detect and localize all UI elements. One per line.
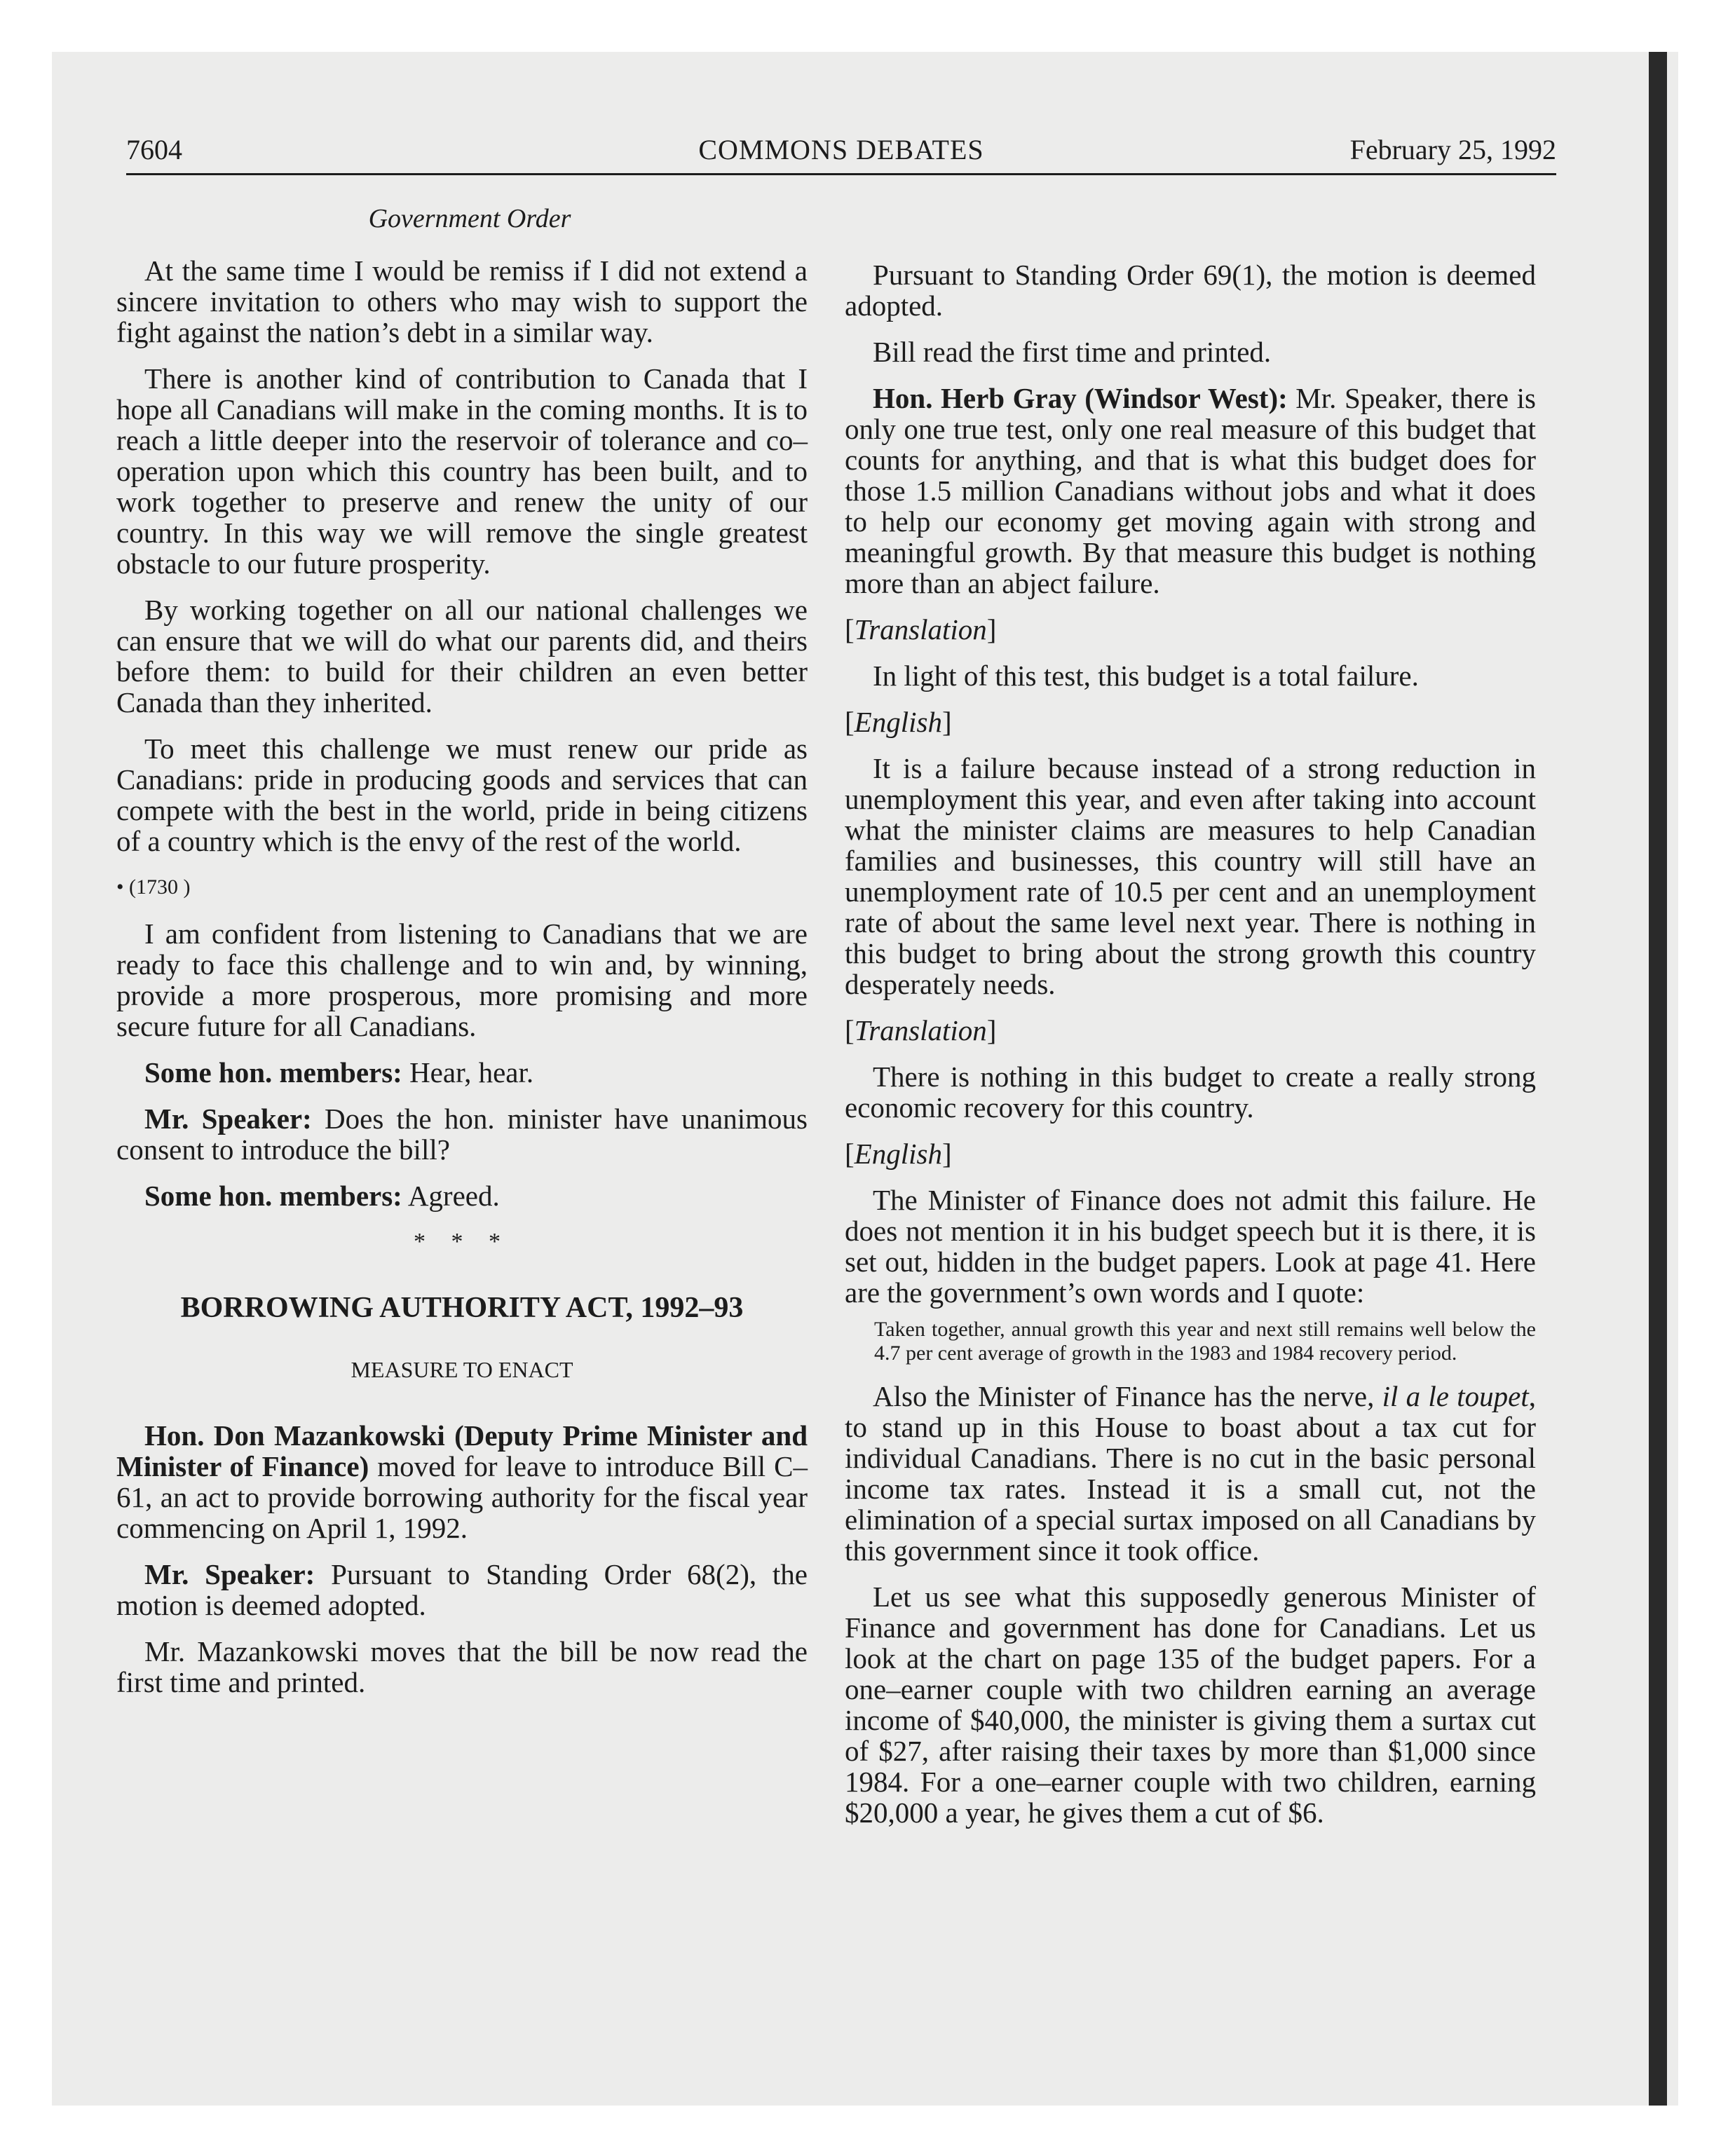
paragraph: There is nothing in this budget to create a really strong economic recovery for this country. (845, 1060, 1536, 1124)
speech (845, 383, 1536, 599)
speaker-name: Some hon. members: (144, 1056, 402, 1089)
right-column (845, 259, 1536, 1843)
header-rule (126, 173, 1556, 175)
speaker-name: Some hon. members: (144, 1180, 402, 1212)
speech-text: Pursuant to Standing Order 68(2), the motion is deemed adopted. (116, 1558, 808, 1621)
speaker-name: Hon. Herb Gray (Windsor West): (873, 382, 1288, 414)
french-phrase: il a le toupet (1382, 1380, 1529, 1412)
speech (116, 1559, 808, 1621)
bill-headline: BORROWING AUTHORITY ACT, 1992–93 (180, 1292, 744, 1324)
page-date: February 25, 1992 (1349, 134, 1556, 165)
left-column (116, 255, 808, 1713)
page-header (126, 133, 1556, 175)
paragraph: It is a failure because instead of a strong reduction in unemployment this year, and even after taking into account what the minister claims are measures to help Canadian families and businesses, this country will still have an unemployment rate of 10.5 per cent and an unemployment rate of about the same level next year. There is nothing in this budget to bring about the strong growth this country desperately needs. (845, 752, 1536, 1000)
bill-subhead: MEASURE TO ENACT (351, 1357, 573, 1382)
paragraph: Let us see what this supposedly generous Minister of Finance and government has done for Canadians. Let us look at the chart on page 135 of the budget papers. For a one–earner couple with two children earning an average income of $40,000, the minister is giving them a surtax cut of $27, after raising their taxes by more than $1,000 since 1984. For a one–earner couple with two children, earning $20,000 a year, he gives them a cut of $6. (845, 1581, 1536, 1829)
paragraph: I am confident from listening to Canadians that we are ready to face this challenge and to win and, by winning, provide a more prosperous, more promising and more secure future for all Canadians. (116, 917, 808, 1042)
paragraph: Mr. Mazankowski moves that the bill be now read the first time and printed. (116, 1635, 808, 1698)
page-number: 7604 (126, 134, 182, 165)
paragraph: Also the Minister of Finance has the nerve, il a le toupet, to stand up in this House to boast about a tax cut for individual Canadians. There is no cut in the basic personal income tax rates. Instead it is a small cut, not the elimination of a special surtax imposed on all Canadians by this government since it took office. (845, 1380, 1536, 1567)
speech (116, 1180, 808, 1211)
speech-text: Hear, hear. (402, 1056, 534, 1089)
binding-edge (1649, 52, 1667, 2106)
section-label: Government Order (368, 204, 571, 233)
section-separator: * * * (414, 1229, 510, 1255)
paragraph: The Minister of Finance does not admit this failure. He does not mention it in his budget speech but it is there, it is set out, hidden in the budget papers. Look at page 41. Here are the government’s own words and I quote: (845, 1184, 1536, 1309)
speech-text: moved for leave to introduce Bill C–61, an act to provide borrowing authority for the fiscal year commencing on April 1, 1992. (116, 1450, 808, 1544)
language-tag: [Translation] (845, 1014, 997, 1046)
language-tag: [English] (845, 1138, 952, 1170)
speech-text: Does the hon. minister have unanimous consent to introduce the bill? (116, 1103, 808, 1166)
paragraph: In light of this test, this budget is a total failure. (873, 660, 1419, 692)
speaker-name: Mr. Speaker: (144, 1558, 315, 1590)
time-marker: • (1730 ) (116, 875, 191, 899)
speech (116, 1057, 808, 1088)
paragraph: At the same time I would be remiss if I did not extend a sincere invitation to others who may wish to support the fight against the nation’s debt in a similar way. (116, 254, 808, 348)
speech-text: Mr. Speaker, there is only one true test, only one real measure of this budget that counts for anything, and that is what this budget does for those 1.5 million Canadians without jobs and what it does to help our economy get moving again with strong and meaningful growth. By that measure this budget is nothing more than an abject failure. (845, 382, 1536, 599)
speech (116, 1420, 808, 1543)
language-tag: [English] (845, 706, 952, 738)
speech (116, 1103, 808, 1165)
paragraph: By working together on all our national challenges we can ensure that we will do what our parents did, and theirs before them: to build for their children an even better Canada than they inherited. (116, 594, 808, 718)
speaker-name: Mr. Speaker: (144, 1103, 312, 1135)
publication-title: COMMONS DEBATES (698, 134, 984, 165)
paragraph: Pursuant to Standing Order 69(1), the motion is deemed adopted. (845, 259, 1536, 322)
paragraph: Bill read the first time and printed. (873, 336, 1272, 368)
speaker-name: Hon. Don Mazankowski (Deputy Prime Minister and Minister of Finance) (116, 1419, 808, 1482)
block-quote: Taken together, annual growth this year and next still remains well below the 4.7 per cent average of growth in the 1983 and 1984 recovery period. (874, 1318, 1536, 1365)
paragraph: There is another kind of contribution to Canada that I hope all Canadians will make in the coming months. It is to reach a little deeper into the reservoir of tolerance and co–operation upon which this country has been built, and to work together to preserve and renew the unity of our country. In this way we will remove the single greatest obstacle to our future prosperity. (116, 362, 808, 580)
language-tag: [Translation] (845, 613, 997, 646)
speech-text: Agreed. (402, 1180, 500, 1212)
paragraph: To meet this challenge we must renew our pride as Canadians: pride in producing goods and services that can compete with the best in the world, pride in being citizens of a country which is the envy of the rest of the world. (116, 732, 808, 857)
